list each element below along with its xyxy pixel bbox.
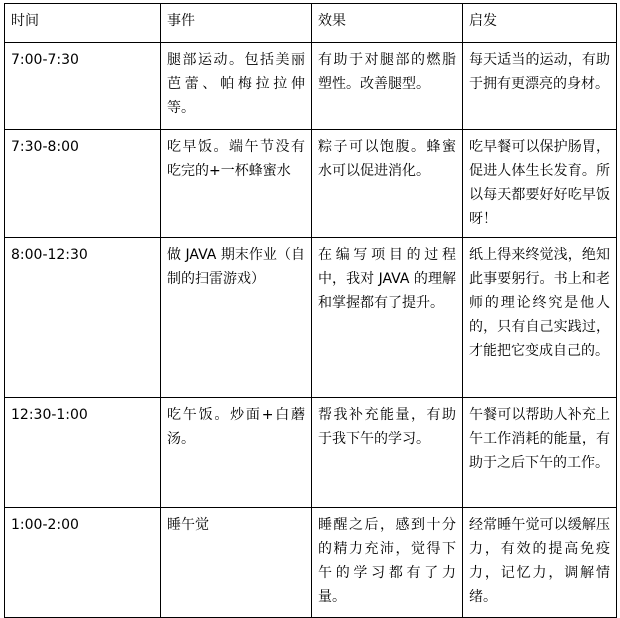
cell-time: 7:30-8:00 [5, 130, 161, 238]
cell-time: 8:00-12:30 [5, 238, 161, 398]
cell-insight: 吃早餐可以保护肠胃，促进人体生长发育。所以每天都要好好吃早饭呀！ [463, 130, 617, 238]
table-row [5, 398, 617, 508]
cell-insight: 每天适当的运动，有助于拥有更漂亮的身材。 [463, 43, 617, 130]
cell-effect: 在编写项目的过程中，我对 JAVA 的理解和掌握都有了提升。 [312, 238, 463, 398]
header-effect: 效果 [312, 4, 463, 43]
cell-time: 12:30-1:00 [5, 398, 161, 508]
cell-event: 吃午饭。炒面+白蘑汤。 [161, 398, 312, 508]
table-row [5, 508, 617, 618]
cell-insight: 纸上得来终觉浅，绝知此事要躬行。书上和老师的理论终究是他人的，只有自己实践过，才能把它变成自己的。 [463, 238, 617, 398]
schedule-table [4, 3, 617, 618]
table-row [5, 238, 617, 398]
cell-time: 7:00-7:30 [5, 43, 161, 130]
header-insight: 启发 [463, 4, 617, 43]
cell-effect: 有助于对腿部的燃脂塑性。改善腿型。 [312, 43, 463, 130]
cell-effect: 睡醒之后，感到十分的精力充沛，觉得下午的学习都有了力量。 [312, 508, 463, 618]
cell-insight: 经常睡午觉可以缓解压力，有效的提高免疫力，记忆力，调解情绪。 [463, 508, 617, 618]
table-row [5, 130, 617, 238]
table-header-row [5, 4, 617, 43]
cell-time: 1:00-2:00 [5, 508, 161, 618]
header-event: 事件 [161, 4, 312, 43]
cell-effect: 帮我补充能量，有助于我下午的学习。 [312, 398, 463, 508]
cell-event: 吃早饭。端午节没有吃完的+一杯蜂蜜水 [161, 130, 312, 238]
cell-event: 做 JAVA 期末作业（自制的扫雷游戏） [161, 238, 312, 398]
cell-insight: 午餐可以帮助人补充上午工作消耗的能量，有助于之后下午的工作。 [463, 398, 617, 508]
cell-event: 睡午觉 [161, 508, 312, 618]
header-time: 时间 [5, 4, 161, 43]
table-row [5, 43, 617, 130]
cell-effect: 粽子可以饱腹。蜂蜜水可以促进消化。 [312, 130, 463, 238]
cell-event: 腿部运动。包括美丽芭蕾、帕梅拉拉伸等。 [161, 43, 312, 130]
